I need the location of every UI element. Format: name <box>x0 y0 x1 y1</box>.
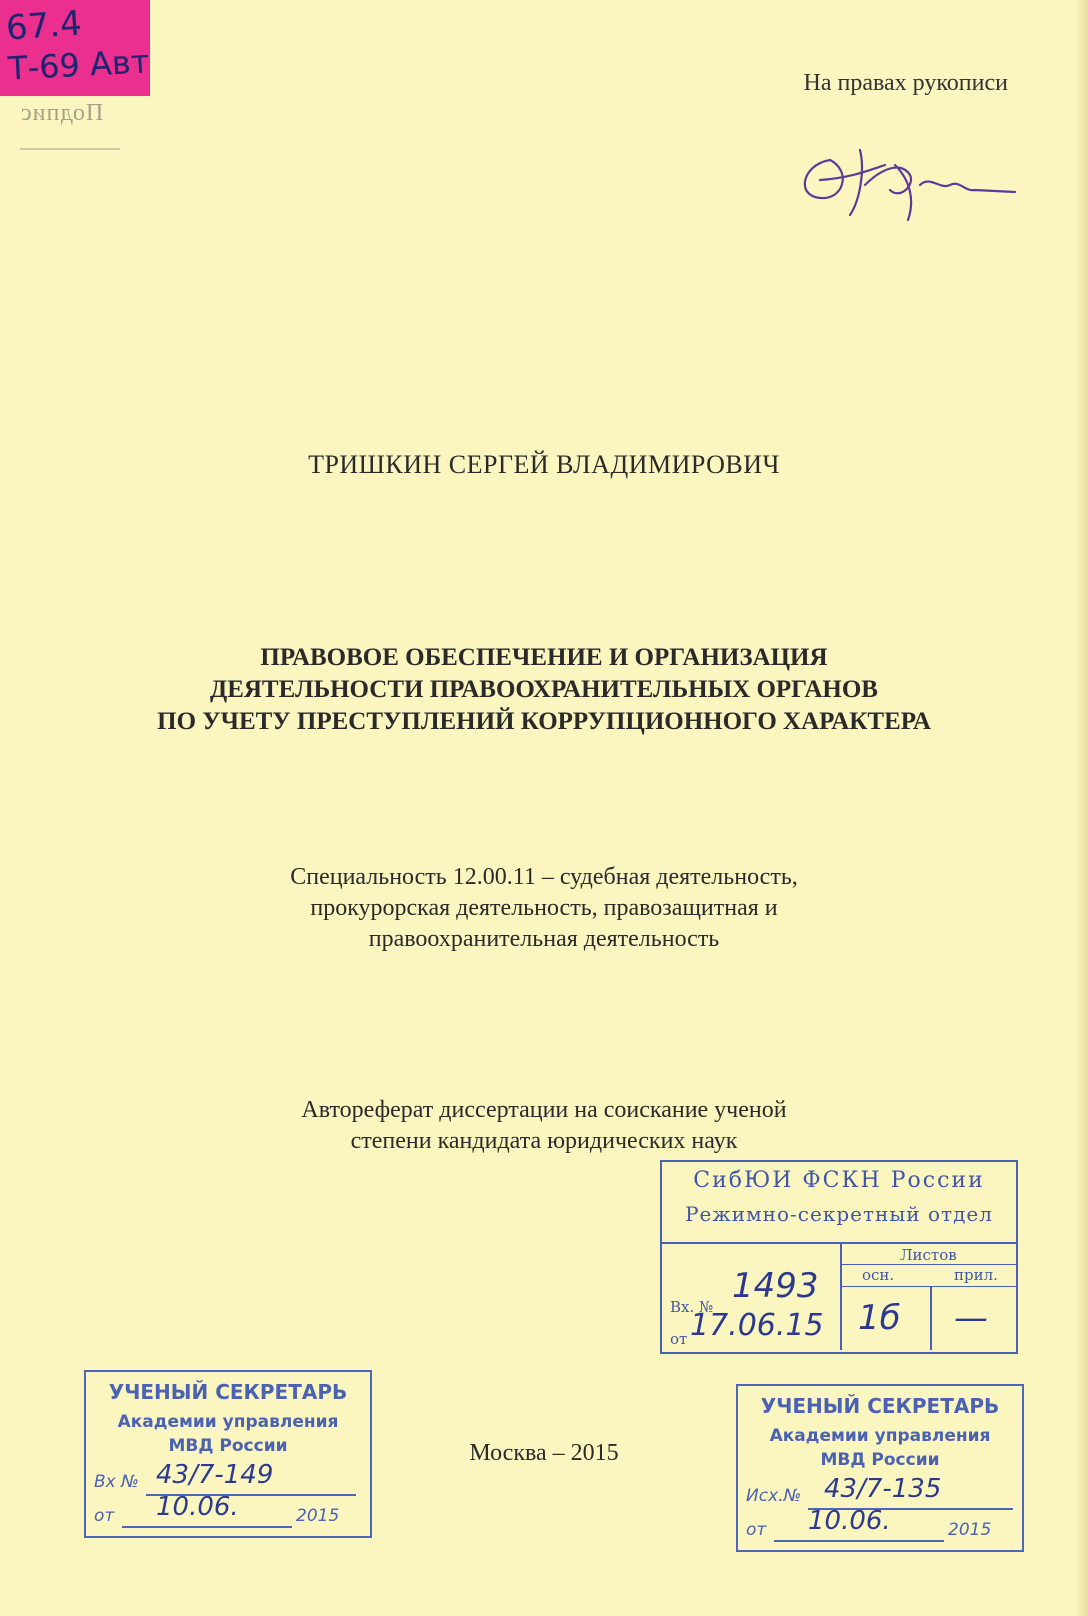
secretary-stamp-line3: МВД России <box>820 1450 940 1470</box>
city-year: Москва – 2015 <box>469 1440 619 1466</box>
registry-stamp <box>660 1160 1018 1354</box>
secretary-stamp-number: 43/7-149 <box>156 1460 274 1490</box>
dissertation-title <box>0 642 1088 738</box>
registry-from-label: от <box>670 1330 688 1348</box>
secretary-stamp-num-label: Вх № <box>94 1472 139 1492</box>
library-code-line2: Т-69 Авт <box>7 42 151 88</box>
stamp-divider <box>662 1242 1016 1244</box>
secretary-stamp-date: 10.06. <box>808 1506 891 1536</box>
registry-sheets-label: Листов <box>900 1246 957 1264</box>
title-line: ДЕЯТЕЛЬНОСТИ ПРАВООХРАНИТЕЛЬНЫХ ОРГАНОВ <box>210 676 878 703</box>
registry-date: 17.06.15 <box>690 1308 824 1343</box>
author-name: ТРИШКИН СЕРГЕЙ ВЛАДИМИРОВИЧ <box>308 450 780 479</box>
secretary-stamp-date: 10.06. <box>156 1492 239 1522</box>
registry-appendix-value: — <box>954 1298 988 1338</box>
stamp-divider <box>840 1286 1016 1287</box>
secretary-stamp-year: 2015 <box>296 1506 340 1526</box>
registry-main-value: 1б <box>858 1298 901 1338</box>
stamp-underline <box>122 1526 292 1528</box>
secretary-stamp-line2: Академии управления <box>769 1426 991 1446</box>
secretary-stamp-outgoing <box>736 1384 1024 1552</box>
bleed-through-text: Подпис <box>20 100 104 126</box>
secretary-stamp-title: УЧЕНЫЙ СЕКРЕТАРЬ <box>108 1380 348 1404</box>
specialty-line: правоохранительная деятельность <box>368 926 720 952</box>
registry-in-label: Вх. № <box>670 1298 714 1316</box>
library-code-tag <box>0 0 150 96</box>
manuscript-note: На правах рукописи <box>803 70 1008 96</box>
title-line: ПРАВОВОЕ ОБЕСПЕЧЕНИЕ И ОРГАНИЗАЦИЯ <box>260 644 828 671</box>
bleed-through-line <box>20 148 120 150</box>
handwritten-signature <box>790 130 1020 230</box>
stamp-divider <box>930 1286 932 1350</box>
secretary-stamp-date-label: от <box>746 1520 767 1540</box>
secretary-stamp-number: 43/7-135 <box>824 1474 942 1504</box>
stamp-underline <box>774 1540 944 1542</box>
registry-stamp-dept: Режимно-секретный отдел <box>685 1202 993 1226</box>
specialty-line: Специальность 12.00.11 – судебная деятельность, <box>290 864 798 890</box>
abstract-line: Автореферат диссертации на соискание ученой <box>301 1097 787 1123</box>
secretary-stamp-line3: МВД России <box>168 1436 288 1456</box>
stamp-divider <box>840 1264 1016 1265</box>
title-line: ПО УЧЕТУ ПРЕСТУПЛЕНИЙ КОРРУПЦИОННОГО ХАРАКТЕРА <box>157 708 931 735</box>
stamp-divider <box>840 1244 842 1350</box>
secretary-stamp-num-label: Исх.№ <box>746 1486 802 1506</box>
registry-main-label: осн. <box>862 1266 895 1284</box>
page-edge-shadow <box>1076 0 1088 1616</box>
secretary-stamp-incoming <box>84 1370 372 1538</box>
secretary-stamp-line2: Академии управления <box>117 1412 339 1432</box>
library-code-line1: 67.4 <box>4 3 84 49</box>
registry-stamp-org: СибЮИ ФСКН России <box>693 1168 985 1193</box>
abstract-description <box>0 1095 1088 1157</box>
abstract-line: степени кандидата юридических наук <box>350 1128 738 1154</box>
secretary-stamp-title: УЧЕНЫЙ СЕКРЕТАРЬ <box>760 1394 1000 1418</box>
specialty-line: прокурорская деятельность, правозащитная и <box>310 895 778 921</box>
registry-in-number: 1493 <box>732 1266 819 1306</box>
secretary-stamp-date-label: от <box>94 1506 115 1526</box>
secretary-stamp-year: 2015 <box>948 1520 992 1540</box>
specialty-block <box>0 862 1088 955</box>
registry-appendix-label: прил. <box>954 1266 998 1284</box>
